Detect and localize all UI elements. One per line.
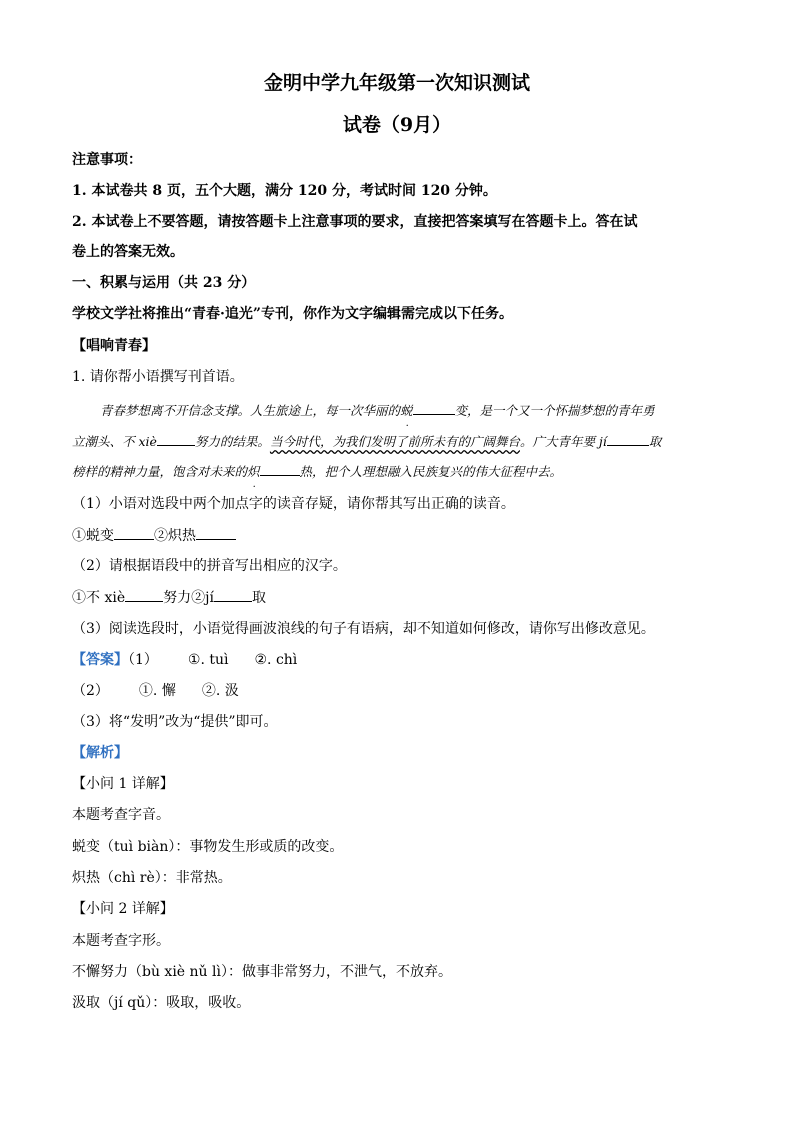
- subquestion-1-answer-line: [72, 525, 236, 546]
- dotted-char: 蜕: [400, 403, 413, 418]
- exam-subtitle: 试卷（9月）: [342, 114, 452, 136]
- answer-label: 努力②jí: [163, 590, 214, 606]
- answer-label: ①蜕变: [72, 528, 114, 544]
- exam-title: 金明中学九年级第一次知识测试: [263, 72, 530, 94]
- notes-heading: 注意事项：: [72, 152, 142, 168]
- answer-prefix: （1）: [128, 652, 158, 668]
- passage-text: 榜样的精神力量，饱含对未来的: [72, 464, 248, 479]
- passage-text: 。广大青年要 jí: [519, 434, 607, 449]
- section-heading: 一、积累与运用（共 23 分）: [72, 275, 256, 291]
- fill-blank: [607, 431, 649, 446]
- subquestion-3: （3）阅读选段时，小语觉得画波浪线的句子有语病，却不知道如何修改，请你写出修改意见。: [72, 621, 655, 637]
- answer-blank: [125, 587, 163, 602]
- answer-prefix: （2）: [72, 683, 109, 699]
- answer-item: ①. 懈: [138, 683, 176, 699]
- section-subheading: 【唱响青春】: [72, 338, 156, 354]
- passage-line-3: [72, 461, 562, 482]
- answer-label: 【答案】: [72, 652, 128, 668]
- subquestion-1: （1）小语对选段中两个加点字的读音存疑，请你帮其写出正确的读音。: [72, 496, 515, 512]
- analysis-text: 炽热（chì rè）：非常热。: [72, 870, 232, 886]
- notes-item-1: 1. 本试卷共 8 页，五个大题，满分 120 分，考试时间 120 分钟。: [72, 183, 497, 199]
- answer-blank: [196, 525, 236, 540]
- question-1-prompt: 1. 请你帮小语撰写刊首语。: [72, 369, 244, 385]
- analysis-heading-2: 【小问 2 详解】: [72, 901, 174, 917]
- passage-line-2: [72, 431, 661, 452]
- fill-blank: [413, 400, 455, 415]
- notes-item-2-cont: 卷上的答案无效。: [72, 244, 184, 260]
- section-intro: 学校文学社将推出“青春·追光”专刊，你作为文字编辑需完成以下任务。: [72, 306, 513, 322]
- fill-blank: [260, 461, 300, 476]
- passage-text: 热，把个人理想融入民族复兴的伟大征程中去。: [299, 464, 563, 479]
- passage-text: 立潮头、不 xiè: [72, 434, 157, 449]
- analysis-text: 本题考查字形。: [72, 933, 170, 949]
- notes-item-2: 2. 本试卷上不要答题，请按答题卡上注意事项的要求，直接把答案填写在答题卡上。答在试: [72, 214, 638, 230]
- answer-item: ②. chì: [254, 652, 298, 668]
- answer-label: 取: [251, 590, 266, 606]
- answer-label: ②炽热: [154, 528, 196, 544]
- passage-text: 取: [648, 434, 662, 449]
- answer-blank: [114, 525, 154, 540]
- analysis-text: 汲取（jí qǔ）：吸取，吸收。: [72, 995, 251, 1011]
- answer-line-3: （3）将“发明”改为“提供”即可。: [72, 714, 278, 730]
- dotted-char: 炽: [247, 464, 260, 479]
- answer-line-2: [72, 681, 239, 701]
- subquestion-2-answer-line: [72, 587, 266, 608]
- analysis-text: 不懈努力（bù xiè nǔ lì）：做事非常努力，不泄气，不放弃。: [72, 964, 452, 980]
- answer-blank: [214, 587, 252, 602]
- wavy-underlined-sentence: 当今时代，为我们发明了前所未有的广阔舞台: [269, 434, 520, 449]
- subquestion-2: （2）请根据语段中的拼音写出相应的汉字。: [72, 558, 347, 574]
- passage-text: 青春梦想离不开信念支撑。人生旅途上，每一次华丽的: [100, 403, 401, 418]
- answer-item: ①. tuì: [187, 652, 229, 668]
- passage-text: 努力的结果。: [194, 434, 270, 449]
- analysis-text: 本题考查字音。: [72, 807, 170, 823]
- analysis-heading-1: 【小问 1 详解】: [72, 776, 174, 792]
- answer-label: ①不 xiè: [72, 590, 126, 606]
- fill-blank: [157, 431, 195, 446]
- answer-line-1: [72, 650, 297, 670]
- passage-line-1: [100, 400, 655, 421]
- answer-item: ②. 汲: [201, 683, 239, 699]
- analysis-label: 【解析】: [72, 745, 128, 761]
- analysis-text: 蜕变（tuì biàn）：事物发生形或质的改变。: [72, 839, 344, 855]
- passage-text: 变，是一个又一个怀揣梦想的青年勇: [454, 403, 655, 418]
